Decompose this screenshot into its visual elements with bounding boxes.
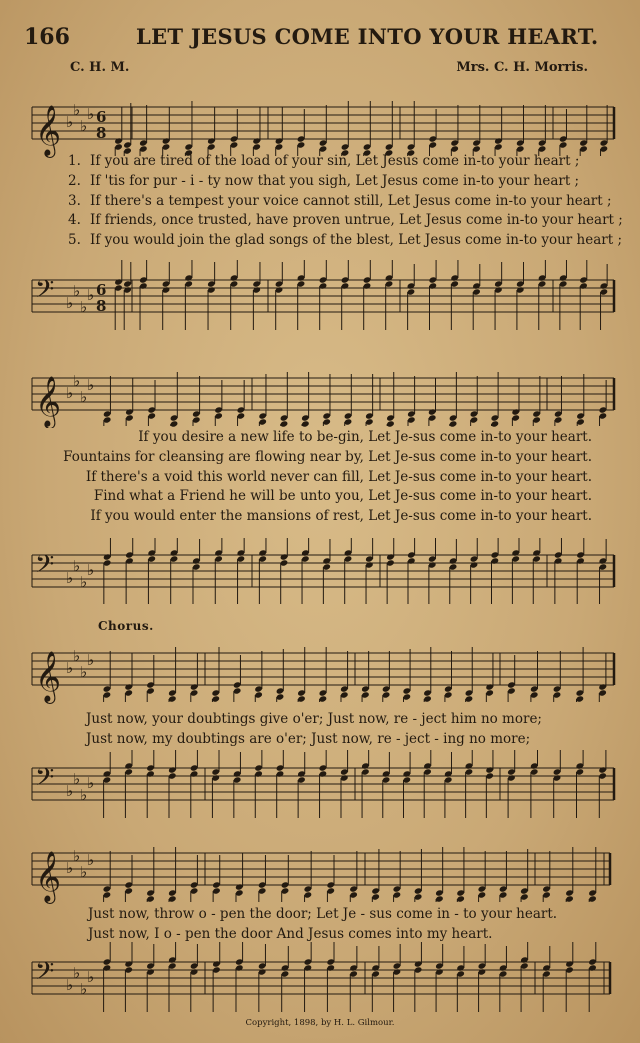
time-signature-top: 6 [96, 108, 107, 126]
flat-icon: ♭ [73, 557, 81, 575]
flat-icon: ♭ [80, 298, 88, 316]
flat-icon: ♭ [87, 851, 95, 869]
chorus-line-1: Just now, your doubtings give o'er; Just now, re - ject him no more; [86, 711, 542, 727]
verse-1-line-1: 1. If you are tired of the load of your sin, Let Jesus come in-to your heart ; [68, 153, 580, 169]
staff-system-2-bass [0, 536, 640, 606]
time-signature-bottom: 8 [96, 124, 107, 142]
flat-icon: ♭ [87, 105, 95, 123]
time-signature-bottom: 8 [96, 297, 107, 315]
flat-icon: ♭ [80, 863, 88, 881]
chorus-line-4: Just now, I o - pen the door And Jesus comes into my heart. [88, 925, 493, 942]
staff-system-1-treble [0, 88, 640, 158]
flat-icon: ♭ [73, 282, 81, 300]
flat-icon: ♭ [66, 384, 74, 402]
flat-icon: ♭ [66, 859, 74, 877]
chorus-line-2: Just now, my doubtings are o'er; Just now, re - ject - ing no more; [86, 730, 531, 747]
treble-clef-icon: 𝄞 [35, 651, 62, 702]
flat-icon: ♭ [80, 573, 88, 591]
flat-icon: ♭ [66, 782, 74, 800]
flat-icon: ♭ [80, 117, 88, 135]
copyright-notice: Copyright, 1898, by H. L. Gilmour. [245, 1018, 395, 1028]
verse-1-line-2: If you desire a new life to be-gin, Let Je-sus come in-to your heart. [138, 429, 592, 445]
verse-5-line-1: 5. If you would join the glad songs of the blest, Let Jesus come in-to your heart ; [68, 232, 623, 249]
page-header [0, 22, 640, 56]
flat-icon: ♭ [80, 663, 88, 681]
flat-icon: ♭ [73, 101, 81, 119]
treble-clef-icon: 𝄞 [35, 105, 62, 156]
composer-credit: C. H. M. [70, 60, 130, 75]
flat-icon: ♭ [73, 964, 81, 982]
chorus-line-3: Just now, throw o - pen the door; Let Je - sus come in - to your heart. [88, 906, 558, 922]
flat-icon: ♭ [73, 647, 81, 665]
bass-clef-icon: 𝄢 [35, 275, 55, 310]
flat-icon: ♭ [66, 569, 74, 587]
author-credit: Mrs. C. H. Morris. [456, 60, 588, 75]
verse-4-line-1: 4. If friends, once trusted, have proven untrue, Let Jesus come in-to your heart ; [68, 212, 623, 229]
flat-icon: ♭ [87, 561, 95, 579]
staff-system-2-treble [0, 360, 640, 428]
flat-icon: ♭ [73, 770, 81, 788]
treble-clef-icon: 𝄞 [35, 851, 62, 902]
credits [0, 60, 640, 80]
verses-part-2 [63, 428, 592, 527]
flat-icon: ♭ [87, 286, 95, 304]
staff-system-1-bass [0, 258, 640, 334]
hymn-title: LET JESUS COME INTO YOUR HEART. [136, 24, 599, 49]
flat-icon: ♭ [80, 786, 88, 804]
bass-clef-icon: 𝄢 [35, 763, 55, 798]
verse-3-line-2: If there's a void this world never can fill, Let Je-sus come in-to your heart. [85, 468, 592, 485]
flat-icon: ♭ [80, 388, 88, 406]
chorus-lyrics-b [88, 905, 557, 945]
flat-icon: ♭ [66, 976, 74, 994]
bass-clef-icon: 𝄢 [35, 550, 55, 585]
flat-icon: ♭ [87, 651, 95, 669]
staff-system-4-bass [0, 940, 640, 1016]
flat-icon: ♭ [73, 847, 81, 865]
staff-system-3-treble [0, 634, 640, 704]
verses-part-1 [68, 152, 623, 251]
treble-clef-icon: 𝄞 [35, 376, 62, 427]
flat-icon: ♭ [66, 294, 74, 312]
flat-icon: ♭ [66, 659, 74, 677]
chorus-lyrics-a [86, 710, 542, 750]
verse-5-line-2: If you would enter the mansions of rest, Let Je-sus come in-to your heart. [90, 508, 592, 525]
flat-icon: ♭ [87, 376, 95, 394]
verse-3-line-1: 3. If there's a tempest your voice cannot still, Let Jesus come in-to your heart ; [68, 192, 612, 209]
staff-system-4-treble [0, 834, 640, 904]
chorus-label: Chorus. [98, 619, 154, 633]
flat-icon: ♭ [73, 372, 81, 390]
page-number: 166 [24, 24, 70, 50]
verse-2-line-2: Fountains for cleansing are flowing near by, Let Je-sus come in-to your heart. [63, 448, 592, 465]
staff-system-3-bass [0, 748, 640, 820]
flat-icon: ♭ [80, 980, 88, 998]
flat-icon: ♭ [66, 113, 74, 131]
verse-4-line-2: Find what a Friend he will be unto you, Let Je-sus come in-to your heart. [93, 488, 592, 505]
flat-icon: ♭ [87, 968, 95, 986]
verse-2-line-1: 2. If 'tis for pur - i - ty now that you sigh, Let Jesus come in-to your heart ; [68, 172, 580, 189]
bass-clef-icon: 𝄢 [35, 957, 55, 992]
flat-icon: ♭ [87, 774, 95, 792]
time-signature-top: 6 [96, 281, 107, 299]
